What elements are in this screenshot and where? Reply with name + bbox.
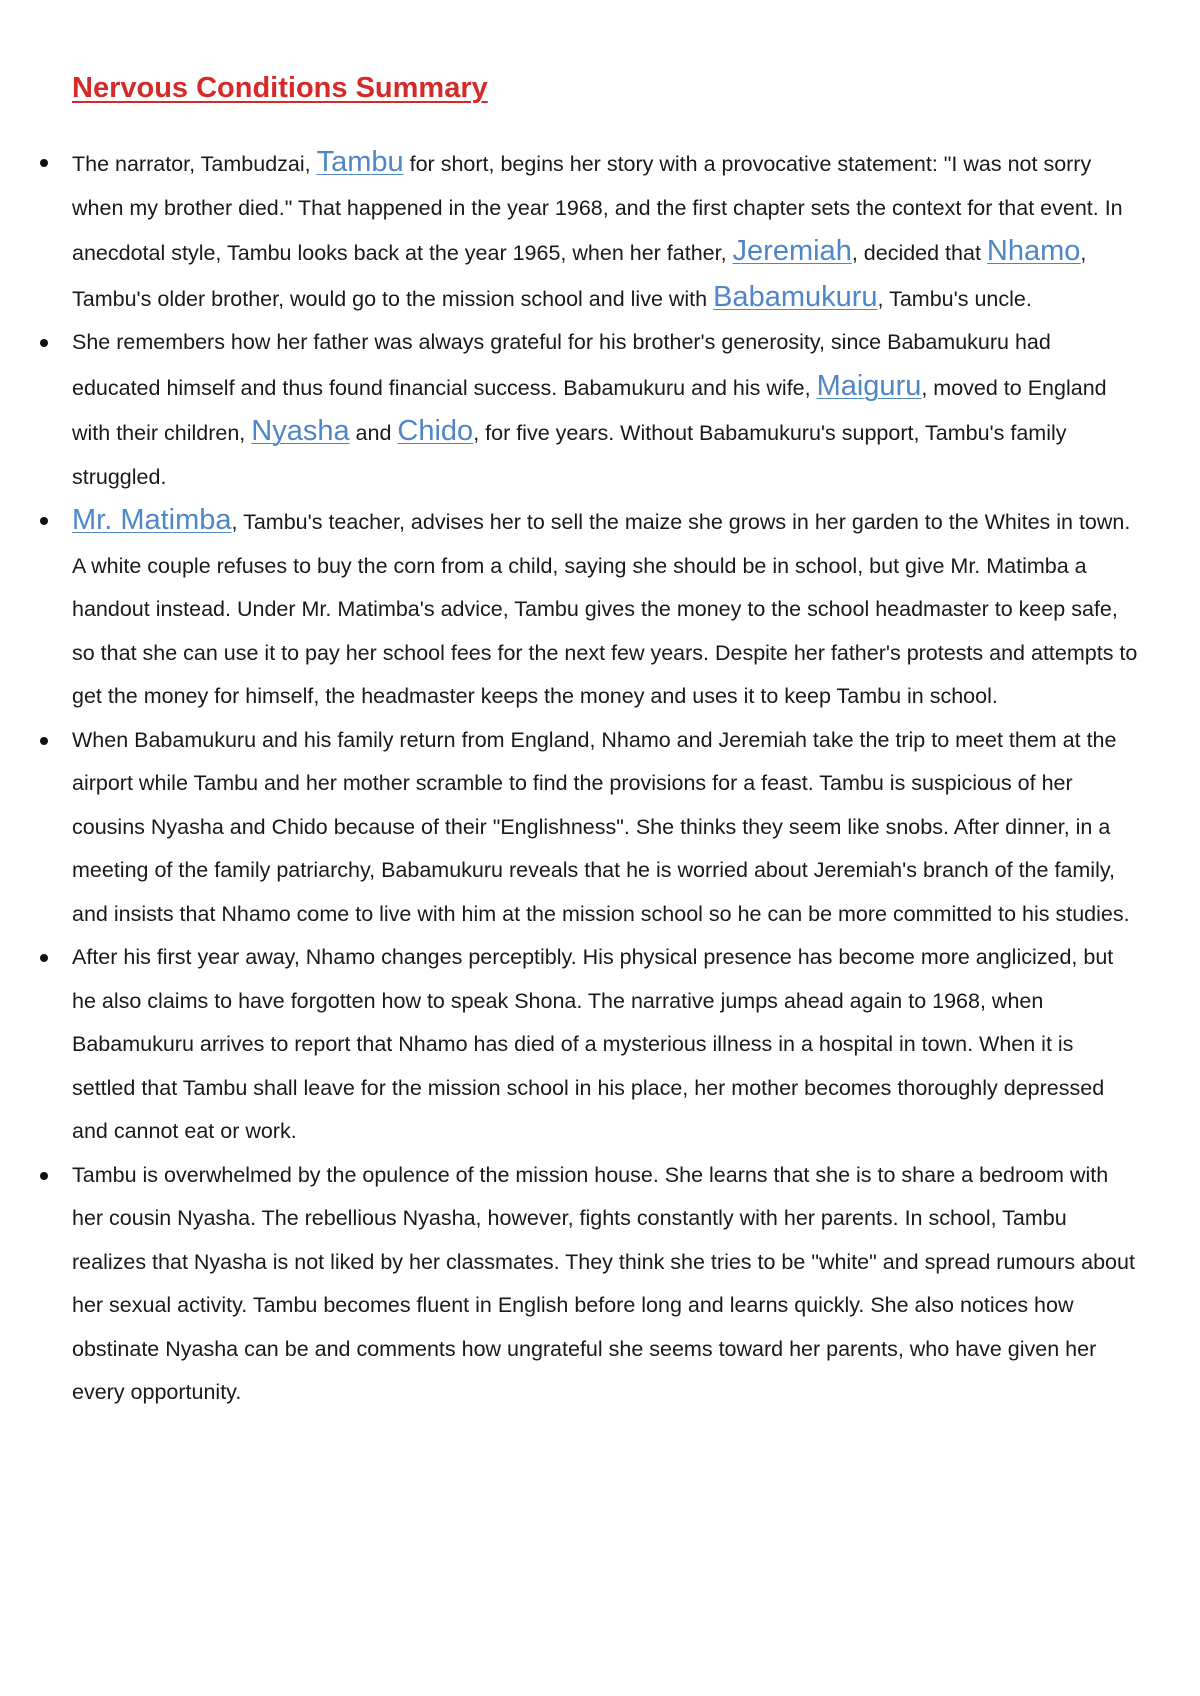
paragraph-text: , Tambu's older brother, would go to the mission school and live with [72, 241, 1087, 311]
character-link-nyasha[interactable]: Nyasha [251, 415, 350, 447]
character-link-tambu[interactable]: Tambu [316, 146, 404, 178]
paragraph-text: for short, begins her story with a provocative statement: "I was not sorry when my brother died." That happened in the year 1968, and the first chapter sets the context for that event. In anecdotal style, Tambu looks back at the year 1965, when her father, [72, 152, 1123, 265]
list-item [72, 499, 1140, 719]
list-item [72, 719, 1140, 937]
paragraph-text: When Babamukuru and his family return from England, Nhamo and Jeremiah take the trip to meet them at the airport while Tambu and her mother scramble to find the provisions for a feast. Tambu is suspicious of her cousins Nyasha and Chido because of their "Englishness". She thinks they seem like snobs. After dinner, in a meeting of the family patriarchy, Babamukuru reveals that he is worried about Jeremiah's branch of the family, and insists that Nhamo come to live with him at the mission school so he can be more committed to his studies. [72, 727, 1130, 926]
paragraph-text: and [349, 421, 398, 445]
list-item [72, 141, 1140, 321]
list-item [72, 936, 1140, 1154]
paragraph-text: , Tambu's teacher, advises her to sell the maize she grows in her garden to the Whites in town. A white couple refuses to buy the corn from a child, saying she should be in school, but give Mr. Matimba a handout instead. Under Mr. Matimba's advice, Tambu gives the money to the school headmaster to keep safe, so that she can use it to pay her school fees for the next few years. Despite her father's protests and attempts to get the money for himself, the headmaster keeps the money and uses it to keep Tambu in school. [72, 510, 1138, 708]
paragraph-text: She remembers how her father was always grateful for his brother's generosity, since Babamukuru had educated himself and thus found financial success. Babamukuru and his wife, [72, 330, 1051, 400]
paragraph-text: Tambu is overwhelmed by the opulence of the mission house. She learns that she is to share a bedroom with her cousin Nyasha. The rebellious Nyasha, however, fights constantly with her parents. In school, Tambu realizes that Nyasha is not liked by her classmates. They think she tries to be "white" and spread rumours about her sexual activity. Tambu becomes fluent in English before long and learns quickly. She also notices how obstinate Nyasha can be and comments how ungrateful she seems toward her parents, who have given her every opportunity. [72, 1162, 1135, 1404]
paragraph-text: , for five years. Without Babamukuru's support, Tambu's family struggled. [72, 421, 1067, 489]
paragraph-text: After his first year away, Nhamo changes perceptibly. His physical presence has become more anglicized, but he also claims to have forgotten how to speak Shona. The narrative jumps ahead again to 1968, when Babamukuru arrives to report that Nhamo has died of a mysterious illness in a hospital in town. When it is settled that Tambu shall leave for the mission school in his place, her mother becomes thoroughly depressed and cannot eat or work. [72, 945, 1114, 1143]
list-item [72, 1154, 1140, 1415]
character-link-maiguru[interactable]: Maiguru [816, 369, 922, 402]
character-link-mr-matimba[interactable]: Mr. Matimba [72, 504, 232, 536]
paragraph-text: , moved to England with their children, [72, 375, 1107, 445]
list-item [72, 321, 1140, 499]
character-link-chido[interactable]: Chido [397, 415, 474, 447]
character-link-babamukuru[interactable]: Babamukuru [713, 280, 878, 313]
paragraph-text: , decided that [851, 241, 987, 265]
character-link-jeremiah[interactable]: Jeremiah [732, 235, 852, 267]
paragraph-text: , Tambu's uncle. [877, 286, 1032, 311]
character-link-nhamo[interactable]: Nhamo [986, 235, 1081, 267]
document-title: Nervous Conditions Summary [72, 72, 488, 104]
paragraph-text: The narrator, Tambudzai, [72, 152, 317, 176]
summary-list [72, 141, 1140, 1415]
